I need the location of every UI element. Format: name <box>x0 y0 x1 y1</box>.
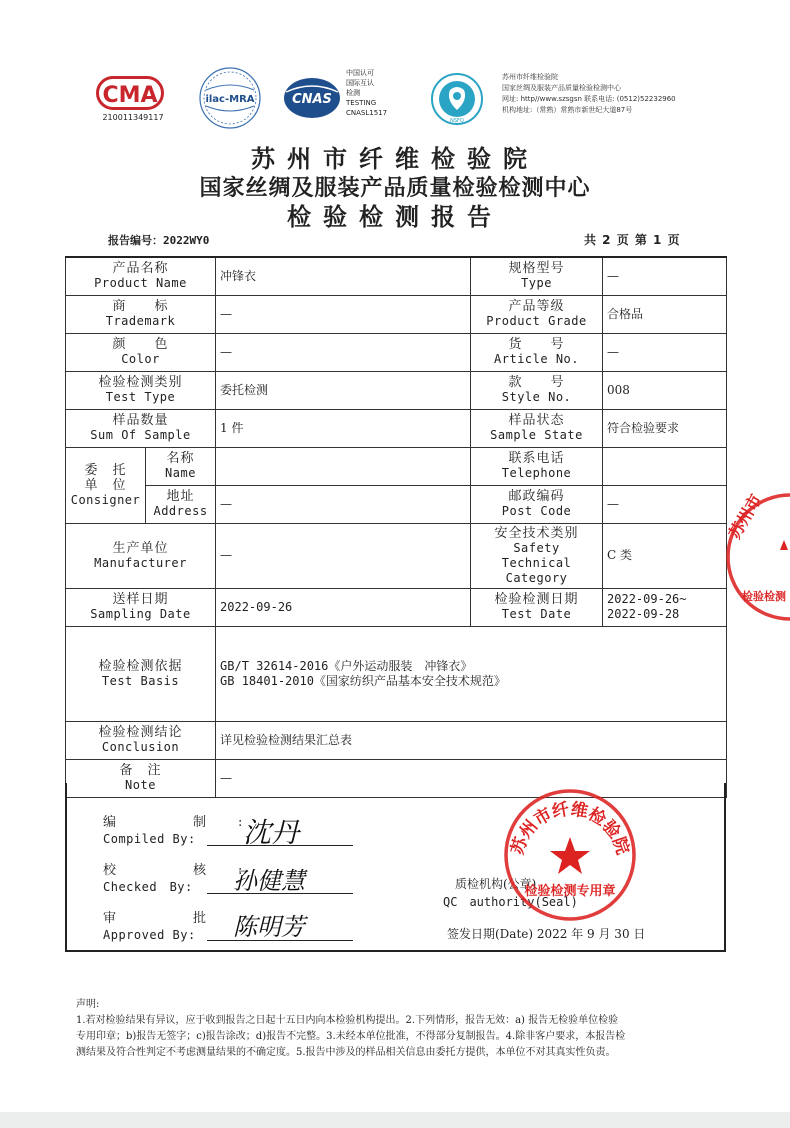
compiled-signature: 沈丹 <box>243 816 300 849</box>
sample-state-value: 符合检验要求 <box>603 409 727 447</box>
bottom-strip <box>0 1112 790 1128</box>
edge-seal-text: 苏州市 <box>725 490 766 542</box>
official-stamp <box>500 785 640 925</box>
report-table <box>65 256 727 798</box>
table-row <box>66 295 727 333</box>
manufacturer-label: 生产单位 Manufacturer <box>66 523 216 588</box>
cnas-text-line: CNASL1517 <box>346 109 388 117</box>
table-row <box>66 721 727 759</box>
sample-qty-label: 样品数量 Sum Of Sample <box>66 409 216 447</box>
stamp-bottom-text: 检验检测专用章 <box>524 884 616 899</box>
consigner-label: 委 托 单 位 Consigner <box>66 447 146 523</box>
test-date-value: 2022-09-26~ 2022-09-28 <box>603 588 727 626</box>
product-name-value: 冲锋衣 <box>216 257 471 295</box>
table-row <box>66 257 727 295</box>
cma-number: 210011349117 <box>102 113 164 122</box>
header-logos <box>96 66 696 130</box>
nsfq-icon <box>430 72 484 126</box>
consigner-name-label: 名称 Name <box>146 447 216 485</box>
stamp-star-icon <box>550 837 590 874</box>
trademark-value: — <box>216 295 471 333</box>
sampling-date-label: 送样日期 Sampling Date <box>66 588 216 626</box>
approved-label: 审 批: Approved By: <box>103 911 275 942</box>
ilac-mra-icon <box>198 66 262 130</box>
checked-label: 校 核: Checked By: <box>103 863 275 894</box>
table-row <box>66 371 727 409</box>
cnas-text-line: TESTING <box>346 99 377 107</box>
cnas-text <box>346 68 406 118</box>
type-label: 规格型号 Type <box>471 257 603 295</box>
style-label: 款 号 Style No. <box>471 371 603 409</box>
post-code-label: 邮政编码 Post Code <box>471 485 603 523</box>
telephone-label: 联系电话 Telephone <box>471 447 603 485</box>
institute-info-line: 网址: http//www.szsgsn 联系电话: (0512)52232960 <box>502 95 676 103</box>
manufacturer-value: — <box>216 523 471 588</box>
cnas-text-line: 检测 <box>346 89 360 97</box>
ilac-mra-label: ilac-MRA <box>205 94 255 105</box>
report-titles <box>0 144 790 232</box>
style-value: 008 <box>603 371 727 409</box>
table-row <box>66 523 727 588</box>
article-value: — <box>603 333 727 371</box>
table-row <box>66 485 727 523</box>
edge-seal <box>724 490 790 624</box>
stamp-top-text: 苏州市纤维检验院 <box>507 799 633 858</box>
table-row <box>66 588 727 626</box>
table-row <box>66 409 727 447</box>
color-label: 颜 色 Color <box>66 333 216 371</box>
test-type-label: 检验检测类别 Test Type <box>66 371 216 409</box>
cnas-text-line: 中国认可 <box>346 69 374 77</box>
telephone-value <box>603 447 727 485</box>
qc-authority-en: QC authority(Seal) <box>443 895 578 909</box>
edge-seal-bottom-text: 检验检测 <box>742 590 786 603</box>
cma-mark: CMA <box>96 76 164 110</box>
issue-date: 签发日期(Date) 2022 年 9 月 30 日 <box>447 927 646 941</box>
title-institute: 苏州市纤维检验院 <box>251 144 539 173</box>
declaration-notes <box>76 997 726 1061</box>
report-number: 报告编号：2022WY0 <box>108 234 210 247</box>
grade-label: 产品等级 Product Grade <box>471 295 603 333</box>
type-value: — <box>603 257 727 295</box>
note-label: 备 注 Note <box>66 759 216 797</box>
consigner-name-value <box>216 447 471 485</box>
notes-line: 测结果及符合性判定不考虑测量结果的不确定度。5.报告中涉及的样品相关信息由委托方提供，本单位不对其真实性负责。 <box>76 1047 616 1058</box>
consigner-address-label: 地址 Address <box>146 485 216 523</box>
article-label: 货 号 Article No. <box>471 333 603 371</box>
test-basis-label: 检验检测依据 Test Basis <box>66 626 216 721</box>
table-row <box>66 447 727 485</box>
institute-info-line: 国家丝绸及服装产品质量检验检测中心 <box>502 84 621 92</box>
test-date-label: 检验检测日期 Test Date <box>471 588 603 626</box>
color-value: — <box>216 333 471 371</box>
notes-line: 专用印章；b)报告无签字；c)报告涂改；d)报告不完整。3.未经本单位批准，不得部分复制报告。4.除非客户要求，本报告检 <box>76 1031 626 1042</box>
sampling-date-value: 2022-09-26 <box>216 588 471 626</box>
cnas-label: CNAS <box>292 92 332 107</box>
conclusion-label: 检验检测结论 Conclusion <box>66 721 216 759</box>
cnas-icon <box>282 76 342 120</box>
notes-heading: 声明: <box>76 999 100 1010</box>
title-report: 检验检测报告 <box>287 202 503 231</box>
sample-qty-value: 1 件 <box>216 409 471 447</box>
test-type-value: 委托检测 <box>216 371 471 409</box>
product-name-label: 产品名称 Product Name <box>66 257 216 295</box>
edge-seal-star-icon <box>780 540 788 550</box>
consigner-address-value: — <box>216 485 471 523</box>
institute-info-line: 机构地址:（常熟）常熟市新世纪大道87号 <box>502 106 633 114</box>
qc-authority-cn: 质检机构(公章) <box>455 877 537 891</box>
institute-info-line: 苏州市纤维检验院 <box>502 73 558 81</box>
sample-state-label: 样品状态 Sample State <box>471 409 603 447</box>
approved-signature: 陈明芳 <box>233 913 305 941</box>
compiled-label: 编 制: Compiled By: <box>103 815 275 846</box>
title-center: 国家丝绸及服装产品质量检验检测中心 <box>199 175 591 201</box>
note-value: — <box>216 759 727 797</box>
table-row <box>66 333 727 371</box>
institute-info <box>502 72 702 116</box>
cnas-text-line: 国际互认 <box>346 79 374 87</box>
grade-value: 合格品 <box>603 295 727 333</box>
nsfq-label: NSFQ <box>450 118 464 124</box>
conclusion-value: 详见检验检测结果汇总表 <box>216 721 727 759</box>
test-basis-value: GB/T 32614-2016《户外运动服装 冲锋衣》 GB 18401-2010《国家纺织产品基本安全技术规范》 <box>216 626 727 721</box>
safety-label: 安全技术类别 Safety Technical Category <box>471 523 603 588</box>
trademark-label: 商 标 Trademark <box>66 295 216 333</box>
page-count: 共 2 页 第 1 页 <box>584 233 681 247</box>
safety-value: C 类 <box>603 523 727 588</box>
table-row <box>66 626 727 721</box>
notes-line: 1.若对检验结果有异议，应于收到报告之日起十五日内向本检验机构提出。2.下列情形，报告无效：a) 报告无检验单位检验 <box>76 1015 619 1026</box>
cma-logo <box>96 76 170 122</box>
checked-signature: 孙健慧 <box>233 867 305 895</box>
post-code-value: — <box>603 485 727 523</box>
